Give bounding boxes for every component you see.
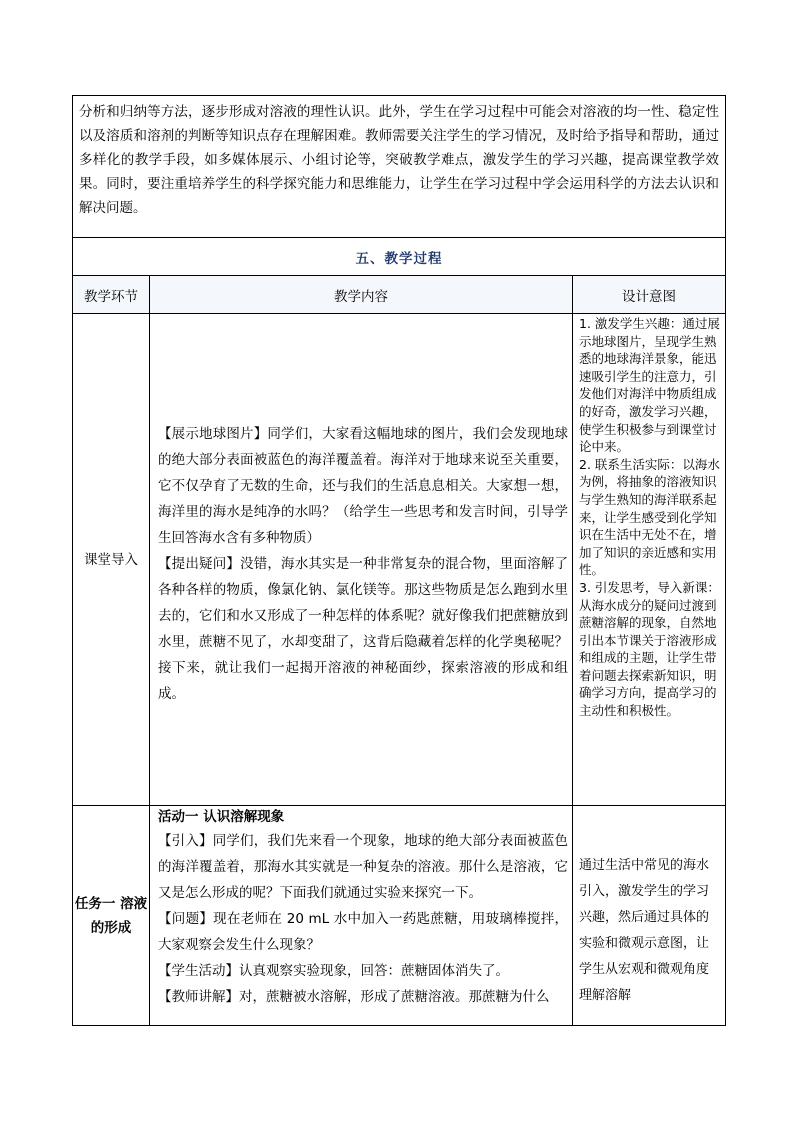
section-title: 五、教学过程 — [73, 238, 726, 276]
intent-paragraph: 2. 联系生活实际：以海水为例，将抽象的溶液知识与学生熟知的海洋联系起来，让学生感受到化学知识在生活中无处不在，增加了知识的亲近感和实用性。 — [579, 456, 720, 578]
stage-label: 课堂导入 — [73, 314, 150, 806]
section-title-row — [73, 238, 726, 276]
intro-paragraph: 分析和归纳等方法，逐步形成对溶液的理性认识。此外，学生在学习过程中可能会对溶液的均一性、稳定性以及溶质和溶剂的判断等知识点存在理解困难。教师需要关注学生的学习情况，及时给予指导和帮助，通过多样化的教学手段，如多媒体展示、小组讨论等，突破教学难点，激发学生的学习兴趣，提高课堂教学效果。同时，要注重培养学生的科学探究能力和思维能力，让学生在学习过程中学会运用科学的方法去认识和解决问题。 — [73, 96, 726, 238]
stage-label: 任务一 溶液的形成 — [73, 806, 150, 1026]
intent-cell — [573, 314, 726, 806]
table-row — [73, 314, 726, 806]
intent-paragraph: 通过生活中常见的海水引入，激发学生的学习兴趣，然后通过具体的实验和微观示意图，让学生从宏观和微观角度理解溶解 — [579, 858, 710, 1003]
intent-paragraph: 1. 激发学生兴趣：通过展示地球图片，呈现学生熟悉的地球海洋景象，能迅速吸引学生的注意力，引发他们对海洋中物质组成的好奇，激发学习兴趣，使学生积极参与到课堂讨论中来。 — [579, 316, 720, 455]
content-paragraph: 【引入】同学们，我们先来看一个现象，地球的绝大部分表面被蓝色的海洋覆盖着，那海水其实就是一种复杂的溶液。那什么是溶液，它又是怎么形成的呢？下面我们就通过实验来探究一下。 — [158, 833, 568, 901]
header-intent: 设计意图 — [573, 276, 726, 314]
content-paragraph: 【提出疑问】没错，海水其实是一种非常复杂的混合物，里面溶解了各种各样的物质，像氯化钠、氯化镁等。那这些物质是怎么跑到水里去的，它们和水又形成了一种怎样的体系呢？就好像我们把蔗糖放到水里，蔗糖不见了，水却变甜了，这背后隐藏着怎样的化学奥秘呢？接下来，就让我们一起揭开溶液的神秘面纱，探索溶液的形成和组成。 — [158, 555, 568, 702]
content-cell — [150, 314, 573, 806]
table-header-row — [73, 276, 726, 314]
content-paragraph: 【学生活动】认真观察实验现象，回答：蔗糖固体消失了。 — [158, 963, 509, 979]
activity-title: 活动一 认识溶解现象 — [158, 809, 285, 825]
lesson-plan-table — [72, 95, 726, 1026]
table-row — [73, 806, 726, 1026]
content-paragraph: 【问题】现在老师在 20 mL 水中加入一药匙蔗糖，用玻璃棒搅拌，大家观察会发生什么现象？ — [158, 911, 568, 953]
intro-row — [73, 96, 726, 238]
content-paragraph: 【展示地球图片】同学们，大家看这幅地球的图片，我们会发现地球的绝大部分表面被蓝色的海洋覆盖着。海洋对于地球来说至关重要，它不仅孕育了无数的生命，还与我们的生活息息相关。大家想一想，海洋里的海水是纯净的水吗？（给学生一些思考和发言时间，引导学生回答海水含有多种物质） — [158, 425, 568, 546]
intent-paragraph: 3. 引发思考，导入新课：从海水成分的疑问过渡到蔗糖溶解的现象，自然地引出本节课关于溶液形成和组成的主题，让学生带着问题去探索新知识，明确学习方向，提高学习的主动性和积极性。 — [579, 579, 720, 719]
intent-cell — [573, 806, 726, 1026]
header-content: 教学内容 — [150, 276, 573, 314]
content-paragraph: 【教师讲解】对，蔗糖被水溶解，形成了蔗糖溶液。那蔗糖为什么 — [158, 989, 550, 1005]
header-stage: 教学环节 — [73, 276, 150, 314]
content-cell — [150, 806, 573, 1026]
